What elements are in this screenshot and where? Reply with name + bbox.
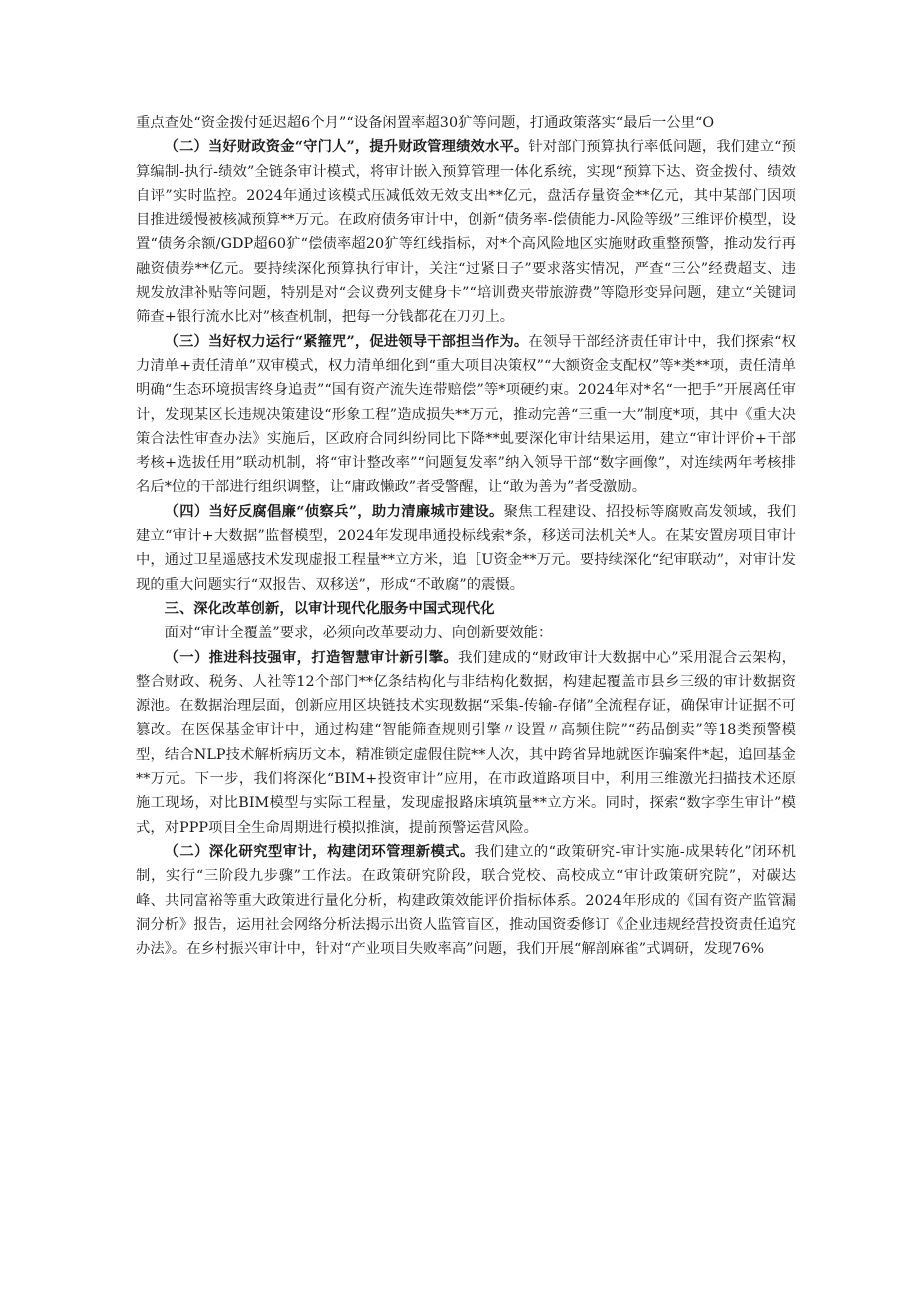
paragraph-power-supervision: [136, 330, 796, 500]
section-heading: 三、深化改革创新，以审计现代化服务中国式现代化: [164, 600, 495, 617]
paragraph-heading: （一）推进科技强审，打造智慧审计新引擎。: [164, 649, 459, 666]
section-heading-reform-innovation: [136, 597, 796, 621]
paragraph-heading: （二）深化研究型审计，构建闭环管理新模式。: [164, 843, 475, 860]
document-page: [136, 111, 796, 961]
paragraph-body: 我们建成的“财政审计大数据中心”采用混合云架构，整合财政、税务、人社等12个部门**亿条结构化与非结构化数据，构建起覆盖市县乡三级的审计数据资源池。在数据治理层面，创新应用区块链技术实现数据“采集-传输-存储”全流程存证，确保审计证据不可篡改。在医保基金审计中，通过构建“智能筛查规则引擎〃设置〃高频住院”“药品倒卖”等18类预警模型，结合NLP技术解析病历文本，精准锁定虚假住院**人次，其中跨省异地就医诈骗案件*起，追回基金**万元。下一步，我们将深化“BIM+投资审计”应用，在市政道路项目中，利用三维激光扫描技术还原施工现场，对比BIM模型与实际工程量，发现虚报路床填筑量**立方米。同时，探索“数字孪生审计”模式，对PPP项目全生命周期进行模拟推演，提前预警运营风险。: [136, 649, 796, 836]
paragraph-fiscal-gatekeeper: [136, 135, 796, 329]
paragraph-heading: （四）当好反腐倡廉“侦察兵”，助力清廉城市建设。: [164, 503, 504, 520]
paragraph-body: 重点查处“资金拨付延迟超6个月”“设备闲置率超30犷等问题，打通政策落实“最后一公里“O: [136, 115, 715, 131]
paragraph-smart-audit: [136, 646, 796, 840]
paragraph-body: 针对部门预算执行率低问题，我们建立“预算编制-执行-绩效”全链条审计模式，将审计嵌入预算管理一体化系统，实现“预算下达、资金拨付、绩效自评”实时监控。2024年通过该模式压减低效无效支出**亿元，盘活存量资金**亿元，其中某部门因项目推进缓慢被核减预算**万元。在政府债务审计中，创新“债务率-偿债能力-风险等级”三维评价模型，设置“债务余额/GDP超60犷“偿债率超20犷等红线指标，对*个高风险地区实施财政重整预警，推动发行再融资债券**亿元。要持续深化预算执行审计，关注“过紧日子”要求落实情况，严查“三公”经费超支、违规发放津补贴等问题，特别是对“会议费列支健身卡”“培训费夹带旅游费”等隐形变异问题，建立“关键词筛查+银行流水比对”核查机制，把每一分钱都花在刀刃上。: [136, 139, 796, 326]
paragraph-body: 面对“审计全覆盖”要求，必须向改革要动力、向创新要效能：: [164, 625, 553, 642]
paragraph-continuation: [136, 111, 796, 135]
paragraph-heading: （二）当好财政资金“守门人”，提升财政管理绩效水平。: [164, 139, 529, 156]
paragraph-heading: （三）当好权力运行“紧箍咒”，促进领导干部担当作为。: [164, 333, 529, 350]
paragraph-body: 聚焦工程建设、招投标等腐败高发领域，我们建立“审计+大数据”监督模型，2024年发现串通投标线索*条，移送司法机关*人。在某安置房项目审计中，通过卫星遥感技术发现虚报工程量**立方米，追［U资金**万元。要持续深化“纪审联动”，对审计发现的重大问题实行“双报告、双移送”，形成“不敢腐”的震慑。: [136, 503, 796, 593]
paragraph-anti-corruption: [136, 500, 796, 597]
paragraph-intro: [136, 621, 796, 645]
paragraph-body: 我们建立的“政策研究-审计实施-成果转化”闭环机制，实行“三阶段九步骤”工作法。在政策研究阶段，联合党校、高校成立“审计政策研究院”，对碳达峰、共同富裕等重大政策进行量化分析，构建政策效能评价指标体系。2024年形成的《国有资产监管漏洞分析》报告，运用社会网络分析法揭示出资人监管盲区，推动国资委修订《企业违规经营投资责任追究办法》。在乡村振兴审计中，针对“产业项目失败率高”问题，我们开展“解剖麻雀”式调研，发现76%: [136, 843, 796, 958]
paragraph-research-audit: [136, 840, 796, 961]
paragraph-body: 在领导干部经济责任审计中，我们探索“权力清单+责任清单”双审模式，权力清单细化到“重大项目决策权”“大额资金支配权”等*类**项，责任清单明确“生态环境损害终身追责”“国有资产流失连带赔偿”等*项硬约束。2024年对*名“一把手”开展离任审计，发现某区长违规决策建设“形象工程”造成损失**万元，推动完善“三重一大”制度*项，其中《重大决策合法性审查办法》实施后，区政府合同纠纷同比下降**虬要深化审计结果运用，建立“审计评价+干部考核+选拔任用”联动机制，将“审计整改率”“问题复发率”纳入领导干部“数字画像”，对连续两年考核排名后*位的干部进行组织调整，让“庸政懒政”者受警醒，让“敢为善为”者受激励。: [136, 333, 796, 496]
